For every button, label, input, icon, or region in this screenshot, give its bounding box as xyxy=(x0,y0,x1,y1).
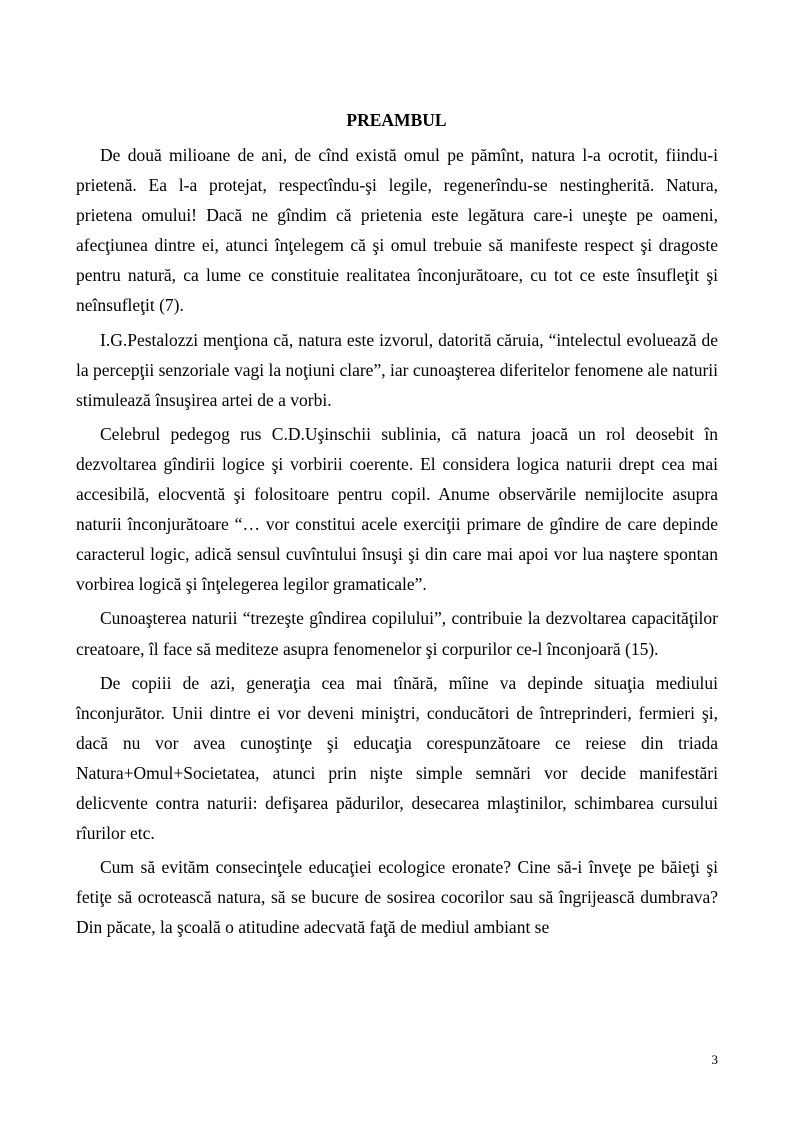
paragraph-5: De copiii de azi, generaţia cea mai tînără, mîine va depinde situaţia mediului înconjurător. Unii dintre ei vor deveni miniştri, conducători de întreprinderi, fermieri şi, dacă nu vor avea cunoştinţe şi educaţia corespunzătoare ce reiese din triada Natura+Omul+Societatea, atunci prin nişte simple semnări vor decide manifestări delicvente contra naturii: defişarea pădurilor, desecarea mlaştinilor, schimbarea cursului rîurilor etc. xyxy=(76,672,718,844)
paragraph-6: Cum să evităm consecinţele educaţiei ecologice eronate? Cine să-i înveţe pe băieţi şi fetiţe să ocrotească natura, să se bucure de sosirea cocorilor sau să îngrijească dumbrava? Din păcate, la şcoală o atitudine adecvată faţă de mediul ambiant se xyxy=(76,857,718,938)
paragraph-2: I.G.Pestalozzi menţiona că, natura este izvorul, datorită căruia, “intelectul evoluează de la percepţii senzoriale vagi la noţiuni clare”, iar cunoaşterea diferitelor fenomene ale naturii stimulează însuşirea artei de a vorbi. xyxy=(76,329,718,410)
paragraph-3: Celebrul pedegog rus C.D.Uşinschii sublinia, că natura joacă un rol deosebit în dezvoltarea gîndirii logice şi vorbirii coerente. El considera logica naturii drept cea mai accesibilă, elocventă şi folositoare pentru copil. Anume observările nemijlocite asupra naturii înconjurătoare “… vor constitui acele exerciţii primare de gîndire de care depinde caracterul logic, adică sensul cuvîntului însuşi şi din care mai apoi vor lua naştere spontan vorbirea logică şi înţelegerea legilor gramaticale”. xyxy=(76,423,718,595)
page-number: 3 xyxy=(711,1052,718,1067)
document-title: PREAMBUL xyxy=(346,110,447,130)
paragraph-4: Cunoaşterea naturii “trezeşte gîndirea copilului”, contribuie la dezvoltarea capacităţilor creatoare, îl face să mediteze asupra fenomenelor şi corpurilor ce-l înconjoară (15). xyxy=(76,608,718,659)
paragraph-1: De două milioane de ani, de cînd există omul pe pămînt, natura l-a ocrotit, fiindu-i prietenă. Ea l-a protejat, respectîndu-şi legile, regenerîndu-se nestingherită. Natura, prietena omului! Dacă ne gîndim că prietenia este legătura care-i uneşte pe oameni, afecţiunea dintre ei, atunci înţelegem că şi omul trebuie să manifeste respect şi dragoste pentru natură, ca lume ce constituie realitatea înconjurătoare, cu tot ce este însufleţit şi neînsufleţit (7). xyxy=(76,145,718,316)
document-body xyxy=(76,140,718,946)
